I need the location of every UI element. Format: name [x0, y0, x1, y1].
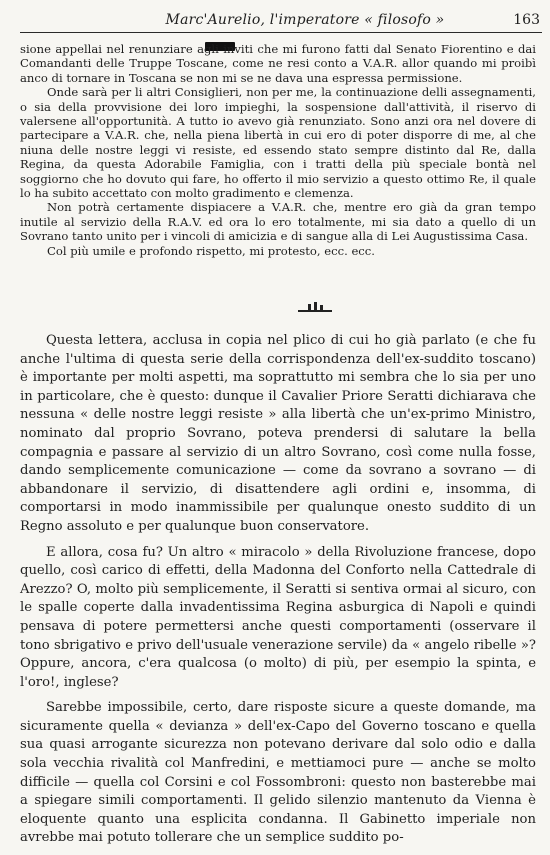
commentary-paragraph: E allora, cosa fu? Un altro « miracolo » della Rivoluzione francese, dopo quello, così carico di effetti, della Madonna del Conforto nella Cattedrale di Arezzo? O, molto più semplicemente, il Seratti si sentiva ormai al sicuro, con le spalle coperte dalla invadentissima Regina asburgica di Napoli e quindi pensava di potere permettersi anche questi comportamenti (osservare il tono sbrigativo e privo dell'usuale venerazione servile) da « angelo ribelle »? Oppure, ancora, c'era qualcosa (o molto) di più, per esempio la spinta, e l'oro!, inglese? — [20, 544, 536, 690]
commentary-paragraph: Questa lettera, acclusa in copia nel plico di cui ho già parlato (e che fu anche l'ultima di questa serie della corrispondenza dell'ex-suddito toscano) è importante per molti aspetti, ma soprattutto mi sembra che lo sia per uno in particolare, che è questo: dunque il Cavalier Priore Seratti dichiarava che nessuna « delle nostre leggi resiste » alla libertà che un'ex-primo Ministro, nominato dal proprio Sovrano, poteva prendersi di salutare la bella compagnia e passare al servizio di un altro Sovrano, così come nulla fosse, dando semplicemente comunicazione — come da sovrano a sovrano — di abbandonare il servizio, di disattendere agli ordini e, insomma, di comportarsi in modo inammissibile per qualunque onesto suddito di un Regno assoluto e per qualunque buon conservatore. — [20, 333, 536, 534]
page-header — [20, 10, 542, 33]
letter-paragraph: sione appellai nel renunziare agli inviti che mi furono fatti dal Senato Fiorentino e dai Comandanti delle Truppe Toscane, come ne resi conto a V.A.R. allor quando mi proibì anco di tornare in Toscana se non mi se ne dava una espressa permissione. — [20, 42, 536, 85]
quoted-letter — [20, 42, 536, 258]
letter-paragraph: Non potrà certamente dispiacere a V.A.R. che, mentre ero già da gran tempo inutile al servizio della R.A.V. ed ora lo ero totalmente, mi sia dato a quello di un Sovrano tanto unito per i vincoli di amicizia e di sangue alla di Lei Augustissima Casa. — [20, 200, 536, 244]
running-title: Marc'Aurelio, l'imperatore « filosofo » — [165, 12, 445, 28]
letter-closing: Col più umile e profondo rispetto, mi protesto, ecc. ecc. — [47, 243, 375, 258]
commentary-text — [20, 332, 536, 855]
page-number: 163 — [513, 12, 540, 28]
section-divider-ornament — [298, 302, 332, 314]
letter-paragraph: Onde sarà per li altri Consiglieri, non per me, la continuazione delli assegnamenti, o sia della provvisione dei loro impieghi, la sospensione dall'attività, il riservo di valersene all'opportunità. A tutto io avevo già renunziato. Sono anzi ora nel dovere di partecipare a V.A.R. che, nella piena libertà in cui ero di poter disporre di me, al che niuna delle nostre leggi vi resiste, ed essendo stato sempre distinto dal Re, dalla Regina, da questa Adorabile Famiglia, con i tratti della più speciale bontà nel soggiorno che ho dovuto qui fare, ho offerto il mio servizio a questo ottimo Re, il quale lo ha subito accettato con molto gradimento e clemenza. — [20, 85, 536, 201]
commentary-paragraph: Sarebbe impossibile, certo, dare risposte sicure a queste domande, ma sicuramente quella « devianza » dell'ex-Capo del Governo toscano e quella sua quasi arrogante sicurezza non potevano derivare dal solo odio e dalla sola vecchia rivalità col Manfredini, e mettiamoci pure — anche se molto difficile — quella col Corsini e col Fossombroni: questo non basterebbe mai a spiegare simili comportamenti. Il gelido silenzio mantenuto da Vienna è eloquente quanto una esplicita condanna. Il Gabinetto imperiale non avrebbe mai potuto tollerare che un semplice suddito po- — [20, 700, 536, 846]
